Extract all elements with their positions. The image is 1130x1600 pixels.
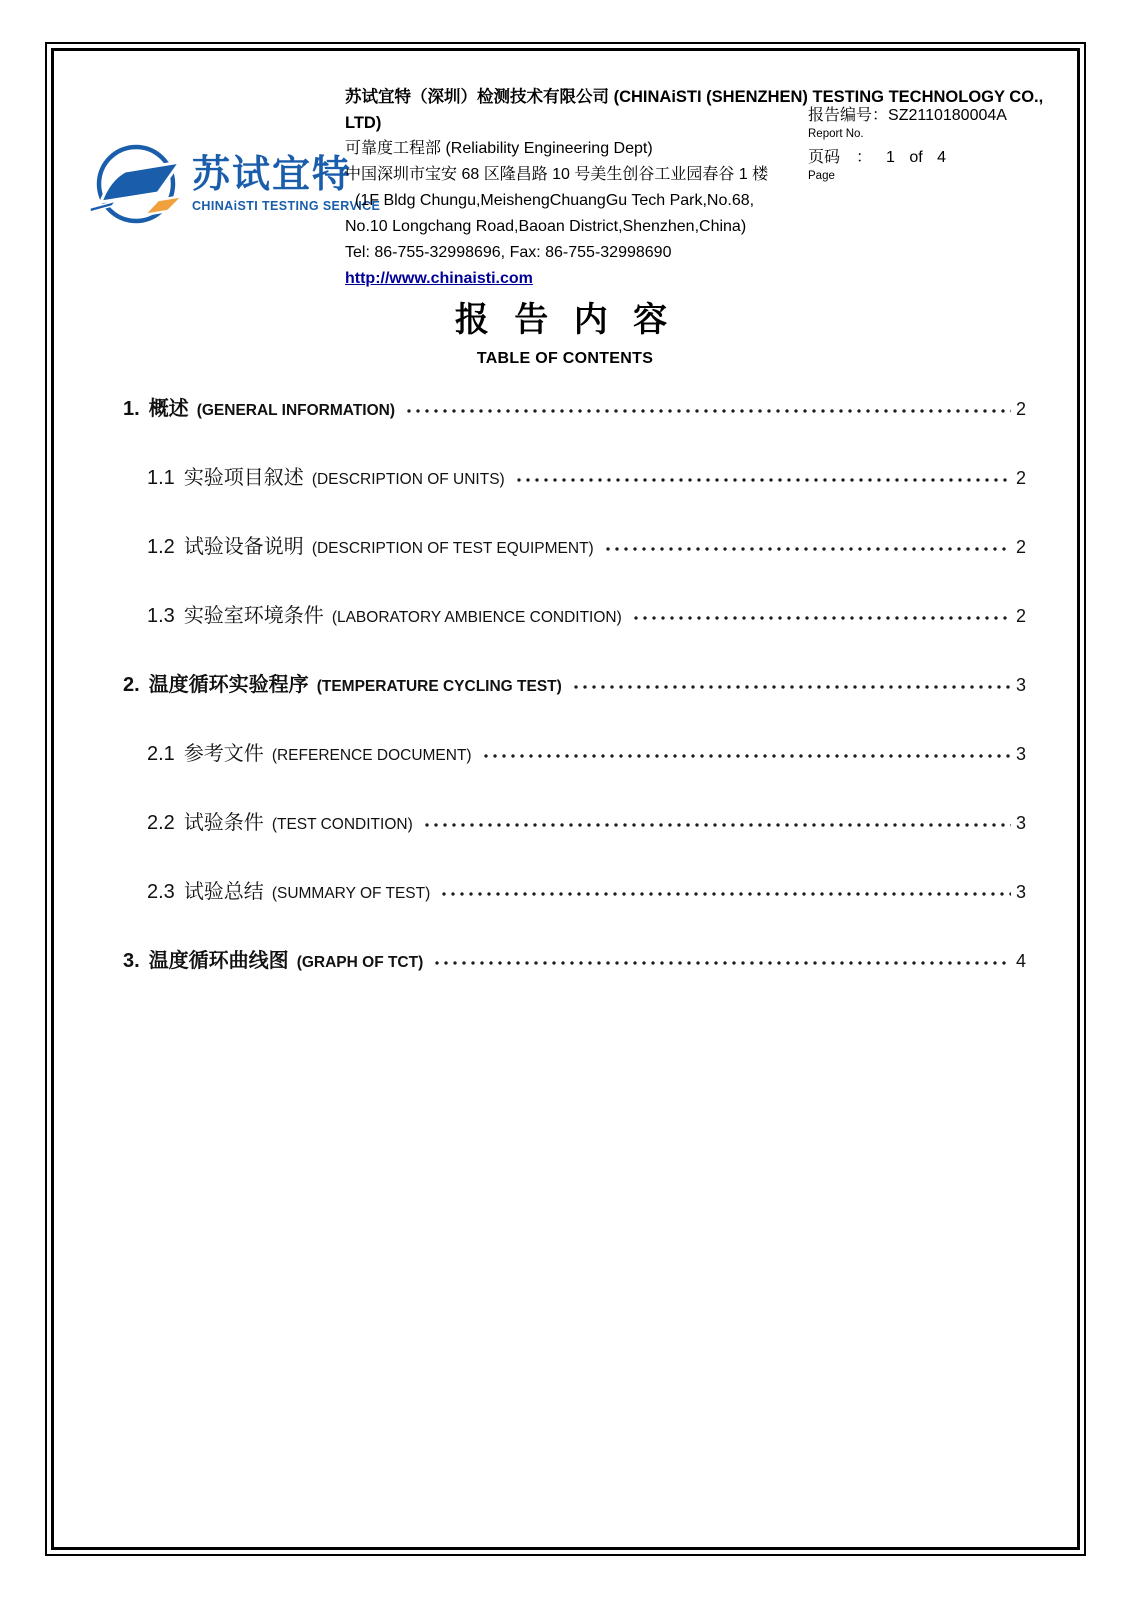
toc-entry-reference-document [123, 737, 1026, 765]
title-english: TABLE OF CONTENTS [476, 350, 654, 367]
company-website-link[interactable]: http://www.chinaisti.com [345, 270, 533, 287]
toc-label-en: (DESCRIPTION OF TEST EQUIPMENT) [311, 540, 594, 557]
dotted-leader [574, 683, 1011, 690]
toc-page-number: 3 [1015, 675, 1026, 695]
toc-entry-description-of-units [123, 461, 1026, 489]
toc-label-zh: 实验项目叙述 [183, 467, 304, 489]
company-address-zh: 中国深圳市宝安 68 区隆昌路 10 号美生创谷工业园春谷 1 楼 [345, 166, 769, 183]
chinaisti-logo-icon [90, 136, 186, 233]
toc-page-number: 2 [1015, 606, 1026, 626]
toc-label-zh: 温度循环实验程序 [148, 674, 309, 696]
page-number-value: 1 of 4 [886, 149, 947, 166]
toc-page-number: 2 [1015, 468, 1026, 488]
toc-label-zh: 实验室环境条件 [183, 605, 324, 627]
toc-number: 2.3 [147, 881, 175, 903]
dotted-leader [517, 476, 1011, 483]
toc-entry-graph-of-tct [123, 944, 1026, 972]
toc-label-zh: 试验总结 [183, 881, 264, 903]
company-dept: 可靠度工程部 (Reliability Engineering Dept) [345, 140, 653, 157]
toc-label-zh: 试验设备说明 [183, 536, 304, 558]
toc-page-number: 4 [1015, 951, 1026, 971]
report-info-box [808, 106, 1038, 190]
report-no-label-zh: 报告编号： [808, 107, 889, 124]
toc-label-en: (GENERAL INFORMATION) [196, 402, 396, 419]
toc-entry-temperature-cycling-test [123, 668, 1026, 696]
dotted-leader [425, 821, 1011, 828]
toc-page-number: 3 [1015, 744, 1026, 764]
company-name-line1: 苏试宜特（深圳）检测技术有限公司 (CHINAiSTI (SHENZHEN) TESTING TECHNOLOGY CO., [345, 88, 1044, 106]
company-address-en1: (1F Bldg Chungu,MeishengChuangGu Tech Park,No.68, [355, 192, 755, 209]
toc-entry-description-of-test-equipment [123, 530, 1026, 558]
dotted-leader [634, 614, 1011, 621]
toc-entry-laboratory-ambience-condition [123, 599, 1026, 627]
toc-label-zh: 参考文件 [183, 743, 264, 765]
toc-number: 2.2 [147, 812, 175, 834]
toc-page-number: 2 [1015, 399, 1026, 419]
report-no-label-en: Report No. [808, 128, 864, 140]
dotted-leader [407, 407, 1011, 414]
toc-label-en: (TEST CONDITION) [271, 816, 413, 833]
toc-number: 1. [123, 398, 140, 420]
page-colon: ： [856, 149, 873, 166]
logo-english-name: CHINAiSTI TESTING SERVICE [192, 199, 381, 214]
dotted-leader [442, 890, 1011, 897]
toc-label-en: (GRAPH OF TCT) [296, 954, 424, 971]
company-logo [90, 136, 380, 233]
company-address-en2: No.10 Longchang Road,Baoan District,Shenzhen,China) [345, 218, 747, 235]
dotted-leader [484, 752, 1011, 759]
report-no-value: SZ2110180004A [888, 107, 1007, 124]
page-label-zh: 页码 [808, 149, 841, 166]
toc-page-number: 3 [1015, 882, 1026, 902]
page-label-en: Page [808, 170, 835, 182]
toc-number: 3. [123, 950, 140, 972]
toc-label-en: (DESCRIPTION OF UNITS) [311, 471, 505, 488]
title-chinese: 报 告 内 容 [454, 301, 676, 339]
dotted-leader [606, 545, 1011, 552]
toc-page-number: 2 [1015, 537, 1026, 557]
toc-number: 2.1 [147, 743, 175, 765]
toc-label-zh: 概述 [148, 398, 189, 420]
toc-label-zh: 温度循环曲线图 [148, 950, 289, 972]
document-title [0, 292, 1130, 368]
toc-number: 2. [123, 674, 140, 696]
toc-label-en: (REFERENCE DOCUMENT) [271, 747, 472, 764]
toc-label-zh: 试验条件 [183, 812, 264, 834]
toc-entry-general-information [123, 392, 1026, 420]
table-of-contents [123, 392, 1026, 1013]
toc-number: 1.3 [147, 605, 175, 627]
toc-label-en: (TEMPERATURE CYCLING TEST) [316, 678, 562, 695]
toc-entry-test-condition [123, 806, 1026, 834]
toc-number: 1.1 [147, 467, 175, 489]
dotted-leader [435, 959, 1011, 966]
toc-label-en: (LABORATORY AMBIENCE CONDITION) [331, 609, 622, 626]
toc-page-number: 3 [1015, 813, 1026, 833]
logo-chinese-name: 苏试宜特 [192, 153, 353, 196]
toc-number: 1.2 [147, 536, 175, 558]
company-name-line2: LTD) [345, 114, 382, 132]
toc-label-en: (SUMMARY OF TEST) [271, 885, 431, 902]
company-tel-fax: Tel: 86-755-32998696, Fax: 86-755-32998690 [345, 244, 672, 261]
toc-entry-summary-of-test [123, 875, 1026, 903]
